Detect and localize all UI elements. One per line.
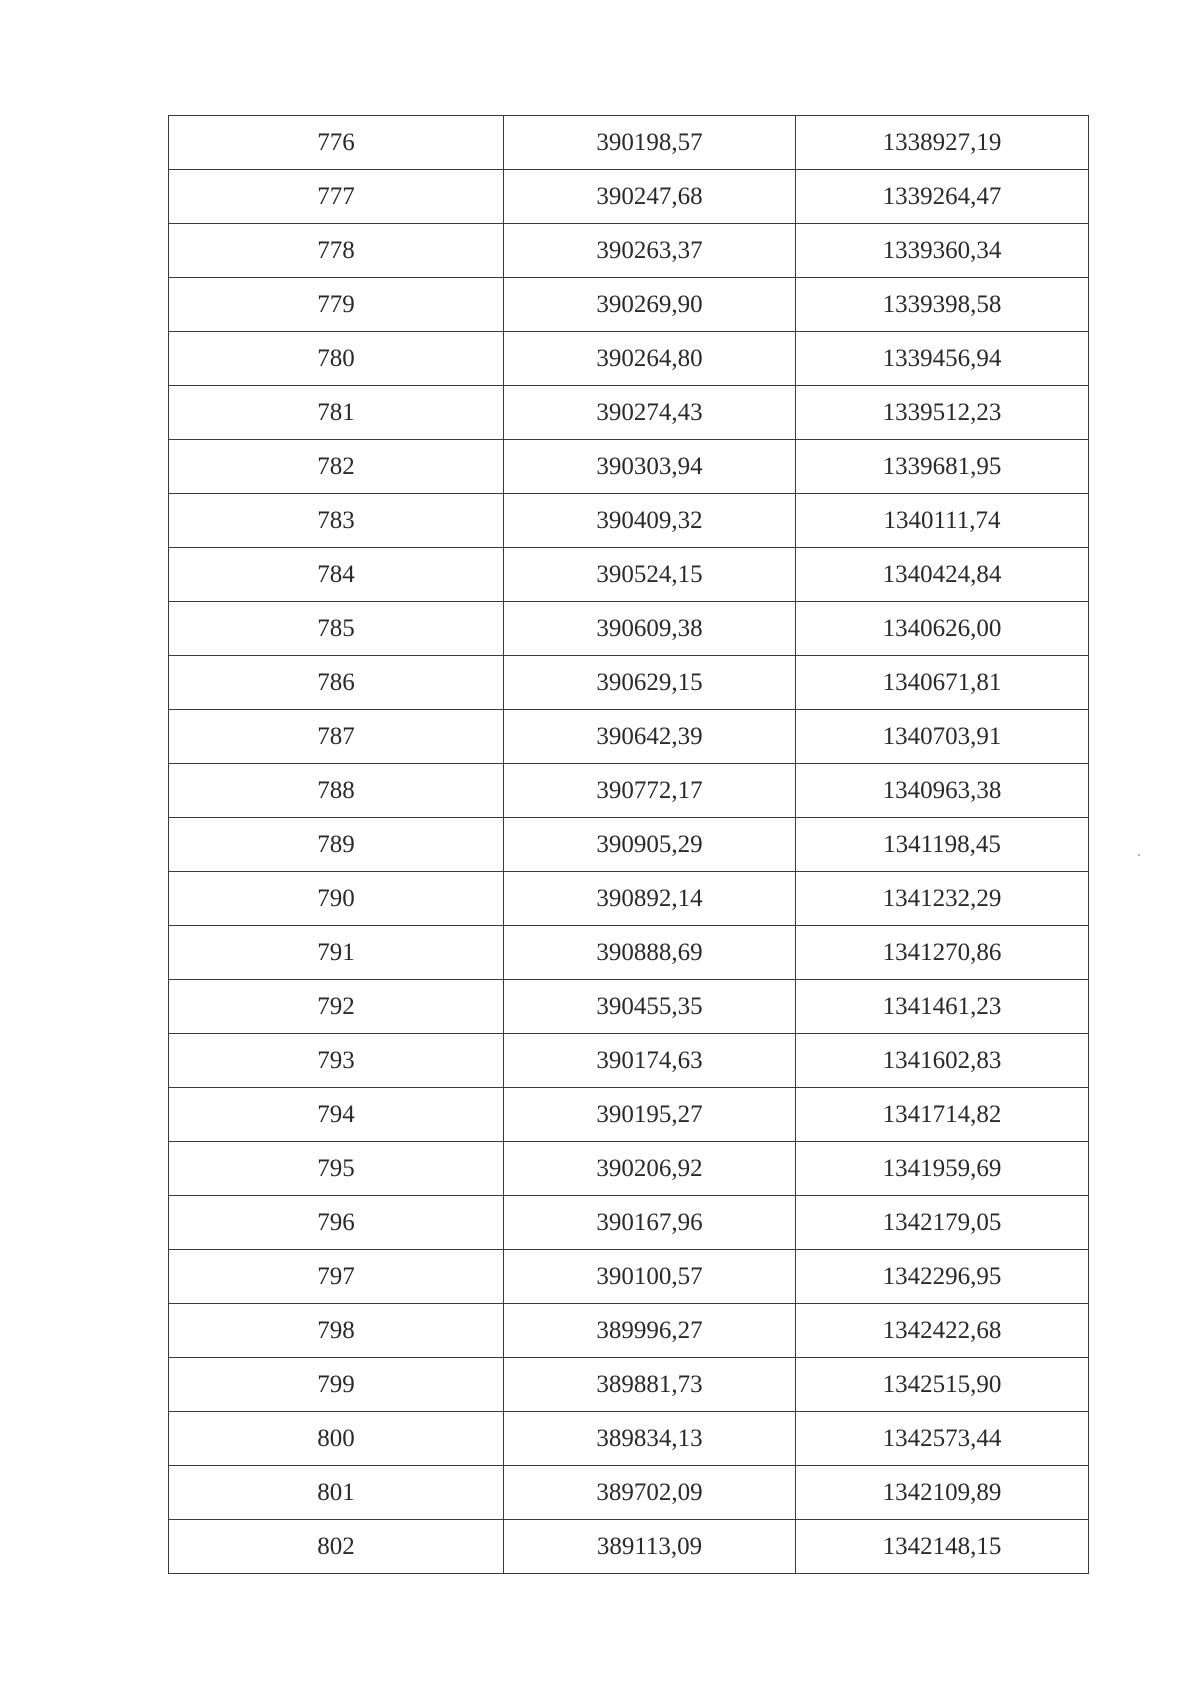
table-row — [169, 980, 1089, 1034]
x-coordinate-cell: 389881,73 — [504, 1358, 796, 1412]
table-row — [169, 818, 1089, 872]
point-number-cell: 798 — [169, 1304, 504, 1358]
point-number-cell: 792 — [169, 980, 504, 1034]
table-row — [169, 710, 1089, 764]
point-number-cell: 791 — [169, 926, 504, 980]
point-number-cell: 782 — [169, 440, 504, 494]
table-row — [169, 1196, 1089, 1250]
point-number-cell: 786 — [169, 656, 504, 710]
table-row — [169, 386, 1089, 440]
y-coordinate-cell: 1340111,74 — [796, 494, 1089, 548]
y-coordinate-cell: 1342422,68 — [796, 1304, 1089, 1358]
y-coordinate-cell: 1340703,91 — [796, 710, 1089, 764]
point-number-cell: 783 — [169, 494, 504, 548]
x-coordinate-cell: 390524,15 — [504, 548, 796, 602]
y-coordinate-cell: 1339398,58 — [796, 278, 1089, 332]
x-coordinate-cell: 390888,69 — [504, 926, 796, 980]
table-row — [169, 1358, 1089, 1412]
x-coordinate-cell: 390100,57 — [504, 1250, 796, 1304]
table-row — [169, 764, 1089, 818]
y-coordinate-cell: 1342109,89 — [796, 1466, 1089, 1520]
table-row — [169, 1520, 1089, 1574]
table-row — [169, 332, 1089, 386]
y-coordinate-cell: 1342515,90 — [796, 1358, 1089, 1412]
x-coordinate-cell: 390198,57 — [504, 116, 796, 170]
point-number-cell: 781 — [169, 386, 504, 440]
y-coordinate-cell: 1339360,34 — [796, 224, 1089, 278]
y-coordinate-cell: 1338927,19 — [796, 116, 1089, 170]
x-coordinate-cell: 389113,09 — [504, 1520, 796, 1574]
x-coordinate-cell: 390892,14 — [504, 872, 796, 926]
point-number-cell: 794 — [169, 1088, 504, 1142]
y-coordinate-cell: 1341714,82 — [796, 1088, 1089, 1142]
point-number-cell: 797 — [169, 1250, 504, 1304]
point-number-cell: 779 — [169, 278, 504, 332]
y-coordinate-cell: 1339264,47 — [796, 170, 1089, 224]
table-row — [169, 1088, 1089, 1142]
point-number-cell: 784 — [169, 548, 504, 602]
y-coordinate-cell: 1341602,83 — [796, 1034, 1089, 1088]
point-number-cell: 793 — [169, 1034, 504, 1088]
table-row — [169, 224, 1089, 278]
table-row — [169, 602, 1089, 656]
point-number-cell: 801 — [169, 1466, 504, 1520]
coordinates-table — [168, 115, 1089, 1574]
table-row — [169, 1034, 1089, 1088]
y-coordinate-cell: 1342148,15 — [796, 1520, 1089, 1574]
table-row — [169, 872, 1089, 926]
point-number-cell: 788 — [169, 764, 504, 818]
table-row — [169, 1304, 1089, 1358]
y-coordinate-cell: 1341232,29 — [796, 872, 1089, 926]
x-coordinate-cell: 390609,38 — [504, 602, 796, 656]
x-coordinate-cell: 390772,17 — [504, 764, 796, 818]
y-coordinate-cell: 1341270,86 — [796, 926, 1089, 980]
coordinates-table-body — [169, 116, 1089, 1574]
y-coordinate-cell: 1342573,44 — [796, 1412, 1089, 1466]
point-number-cell: 776 — [169, 116, 504, 170]
point-number-cell: 790 — [169, 872, 504, 926]
table-row — [169, 170, 1089, 224]
point-number-cell: 785 — [169, 602, 504, 656]
x-coordinate-cell: 390247,68 — [504, 170, 796, 224]
x-coordinate-cell: 390195,27 — [504, 1088, 796, 1142]
x-coordinate-cell: 390206,92 — [504, 1142, 796, 1196]
table-row — [169, 1412, 1089, 1466]
x-coordinate-cell: 390455,35 — [504, 980, 796, 1034]
x-coordinate-cell: 390409,32 — [504, 494, 796, 548]
point-number-cell: 789 — [169, 818, 504, 872]
y-coordinate-cell: 1340626,00 — [796, 602, 1089, 656]
y-coordinate-cell: 1339512,23 — [796, 386, 1089, 440]
y-coordinate-cell: 1342296,95 — [796, 1250, 1089, 1304]
x-coordinate-cell: 390629,15 — [504, 656, 796, 710]
point-number-cell: 778 — [169, 224, 504, 278]
y-coordinate-cell: 1342179,05 — [796, 1196, 1089, 1250]
y-coordinate-cell: 1341959,69 — [796, 1142, 1089, 1196]
point-number-cell: 777 — [169, 170, 504, 224]
point-number-cell: 802 — [169, 1520, 504, 1574]
table-row — [169, 278, 1089, 332]
table-row — [169, 656, 1089, 710]
x-coordinate-cell: 390303,94 — [504, 440, 796, 494]
point-number-cell: 795 — [169, 1142, 504, 1196]
point-number-cell: 799 — [169, 1358, 504, 1412]
table-row — [169, 494, 1089, 548]
table-row — [169, 926, 1089, 980]
x-coordinate-cell: 390905,29 — [504, 818, 796, 872]
x-coordinate-cell: 389996,27 — [504, 1304, 796, 1358]
x-coordinate-cell: 390167,96 — [504, 1196, 796, 1250]
point-number-cell: 780 — [169, 332, 504, 386]
y-coordinate-cell: 1341461,23 — [796, 980, 1089, 1034]
y-coordinate-cell: 1340671,81 — [796, 656, 1089, 710]
y-coordinate-cell: 1339681,95 — [796, 440, 1089, 494]
point-number-cell: 800 — [169, 1412, 504, 1466]
table-row — [169, 440, 1089, 494]
point-number-cell: 787 — [169, 710, 504, 764]
x-coordinate-cell: 390174,63 — [504, 1034, 796, 1088]
table-row — [169, 1250, 1089, 1304]
x-coordinate-cell: 389702,09 — [504, 1466, 796, 1520]
point-number-cell: 796 — [169, 1196, 504, 1250]
y-coordinate-cell: 1340424,84 — [796, 548, 1089, 602]
x-coordinate-cell: 390264,80 — [504, 332, 796, 386]
y-coordinate-cell: 1339456,94 — [796, 332, 1089, 386]
table-row — [169, 548, 1089, 602]
x-coordinate-cell: 390642,39 — [504, 710, 796, 764]
x-coordinate-cell: 390274,43 — [504, 386, 796, 440]
x-coordinate-cell: 389834,13 — [504, 1412, 796, 1466]
scan-speck — [1138, 854, 1140, 856]
table-row — [169, 1466, 1089, 1520]
table-row — [169, 1142, 1089, 1196]
x-coordinate-cell: 390269,90 — [504, 278, 796, 332]
y-coordinate-cell: 1341198,45 — [796, 818, 1089, 872]
y-coordinate-cell: 1340963,38 — [796, 764, 1089, 818]
table-row — [169, 116, 1089, 170]
x-coordinate-cell: 390263,37 — [504, 224, 796, 278]
